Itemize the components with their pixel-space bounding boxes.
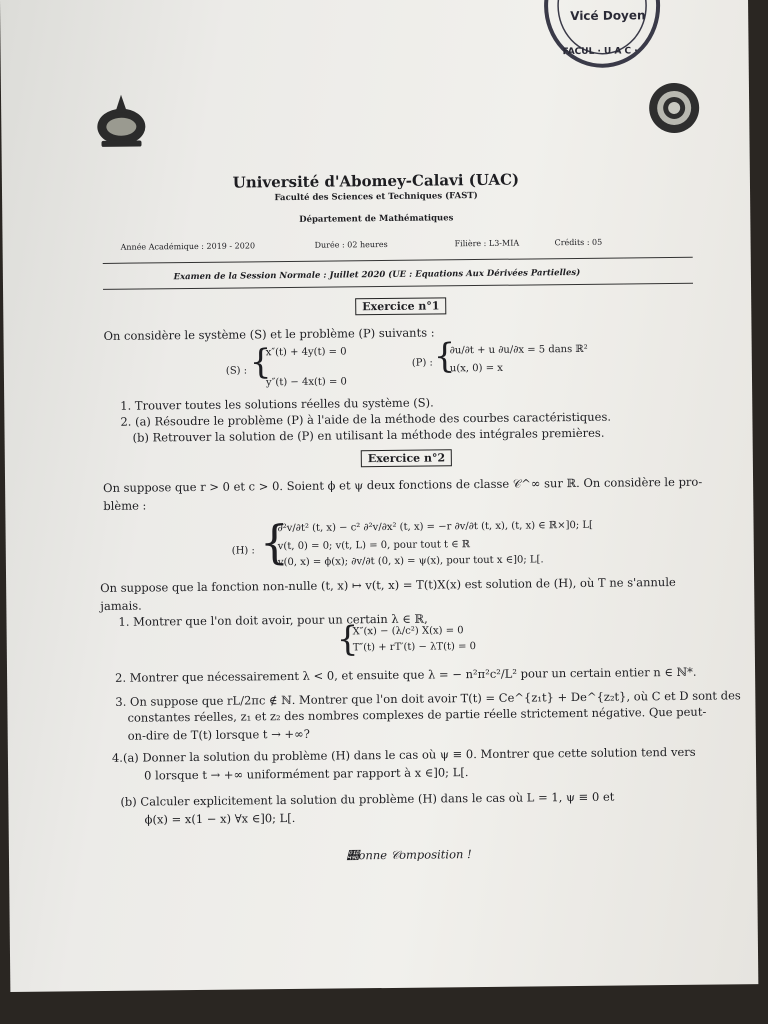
ex2-assumption-line2: jamais. <box>100 598 142 613</box>
credits: Crédits : 05 <box>554 237 603 248</box>
exercise-1-intro: On considère le système (S) et le problème (P) suivants : <box>103 325 435 343</box>
ex2-assumption-line1: On suppose que la fonction non-nulle (t, x) ↦ v(t, x) = T(t)X(x) est solution de (H), où T ne s'annule <box>100 574 676 595</box>
exam-duration: Durée : 02 heures <box>314 239 388 250</box>
ex2-q1-brace: { <box>336 619 359 660</box>
department-name: Département de Mathématiques <box>299 213 454 225</box>
system-S-label: (S) : <box>225 365 248 377</box>
ex2-question-3-line1: 3. On suppose que rL/2πc ∉ ℕ. Montrer que l'on doit avoir T(t) = Ce^{z₁t} + De^{z₂t}, où C et D sont des <box>115 688 741 709</box>
ex2-question-4b-line1: (b) Calculer explicitement la solution du problème (H) dans le cas où L = 1, ψ ≡ 0 et <box>120 789 615 809</box>
fast-logo <box>647 81 702 136</box>
problem-H-brace: { <box>259 515 290 570</box>
ex2-question-2: 2. Montrer que nécessairement λ < 0, et ensuite que λ = − n²π²c²/L² pour un certain entier n ∈ ℕ*. <box>115 664 697 685</box>
ex2-q1-eq1: X″(x) − (λ/c²) X(x) = 0 <box>352 625 464 638</box>
header-rule-top <box>103 257 693 264</box>
problem-P-brace: { <box>433 336 456 377</box>
stamp-text: Vicé Doyen <box>570 8 646 24</box>
uac-logo <box>93 90 150 151</box>
official-stamp <box>540 0 671 72</box>
problem-H-eq2: v(t, 0) = 0; v(t, L) = 0, pour tout t ∈ ℝ <box>277 539 471 553</box>
ex1-question-1: 1. Trouver toutes les solutions réelles du système (S). <box>120 395 434 413</box>
ex2-question-4a-line1: 4.(a) Donner la solution du problème (H) dans le cas où ψ ≡ 0. Montrer que cette solution tend vers <box>111 744 696 765</box>
ex2-question-3-line3: on-dire de T(t) lorsque t → +∞? <box>127 726 310 743</box>
ex1-question-2a: 2. (a) Résoudre le problème (P) à l'aide de la méthode des courbes caractéristiques. <box>120 409 612 429</box>
ex2-question-1: 1. Montrer que l'on doit avoir, pour un certain λ ∈ ℝ, <box>118 611 428 629</box>
track: Filière : L3-MIA <box>454 238 520 249</box>
stamp-ring-text: FACUL · U A C · <box>562 46 638 58</box>
problem-P-eq2: u(x, 0) = x <box>449 362 503 375</box>
exercise-2-title: Exercice n°2 <box>361 449 452 467</box>
system-S-brace: { <box>249 342 272 383</box>
ex2-question-3-line2: constantes réelles, z₁ et z₂ des nombres complexes de partie réelle strictement négative. Que peut- <box>127 704 707 725</box>
exercise-2-intro-line1: On suppose que r > 0 et c > 0. Soient ϕ et ψ deux fonctions de classe 𝒞^∞ sur ℝ. On considère le pro- <box>103 474 703 495</box>
system-S-eq2: y″(t) − 4x(t) = 0 <box>265 376 347 389</box>
problem-P-label: (P) : <box>411 357 433 369</box>
problem-H-eq1: ∂²v/∂t² (t, x) − c² ∂²v/∂x² (t, x) = −r ∂v/∂t (t, x), (t, x) ∈ ℝ×]0; L[ <box>277 519 593 535</box>
exam-title: Examen de la Session Normale : Juillet 2020 (UE : Equations Aux Dérivées Partielles) <box>173 267 581 283</box>
ex2-question-4a-line2: 0 lorsque t → +∞ uniformément par rapport à x ∈]0; L[. <box>144 765 469 783</box>
university-name: Université d'Abomey-Calavi (UAC) <box>232 170 520 192</box>
problem-H-eq3: v(0, x) = ϕ(x); ∂v/∂t (0, x) = ψ(x), pour tout x ∈]0; L[. <box>277 554 544 569</box>
ex1-question-2b: (b) Retrouver la solution de (P) en utilisant la méthode des intégrales premières. <box>132 425 605 445</box>
ex2-question-4b-line2: ϕ(x) = x(1 − x) ∀x ∈]0; L[. <box>144 810 296 827</box>
problem-H-label: (H) : <box>231 545 255 557</box>
closing-message: 𝒝onne 𝒞omposition ! <box>346 847 472 863</box>
exercise-1-title: Exercice n°1 <box>355 297 446 315</box>
faculty-name: Faculté des Sciences et Techniques (FAST) <box>274 191 478 204</box>
exercise-2-intro-line2: blème : <box>103 498 147 513</box>
ex2-q1-eq2: T″(t) + rT′(t) − λT(t) = 0 <box>352 641 477 654</box>
problem-P-eq1: ∂u/∂t + u ∂u/∂x = 5 dans ℝ² <box>449 343 588 357</box>
header-rule-bottom <box>103 283 693 290</box>
system-S-eq1: x″(t) + 4y(t) = 0 <box>265 346 347 359</box>
academic-year: Année Académique : 2019 - 2020 <box>120 241 256 252</box>
